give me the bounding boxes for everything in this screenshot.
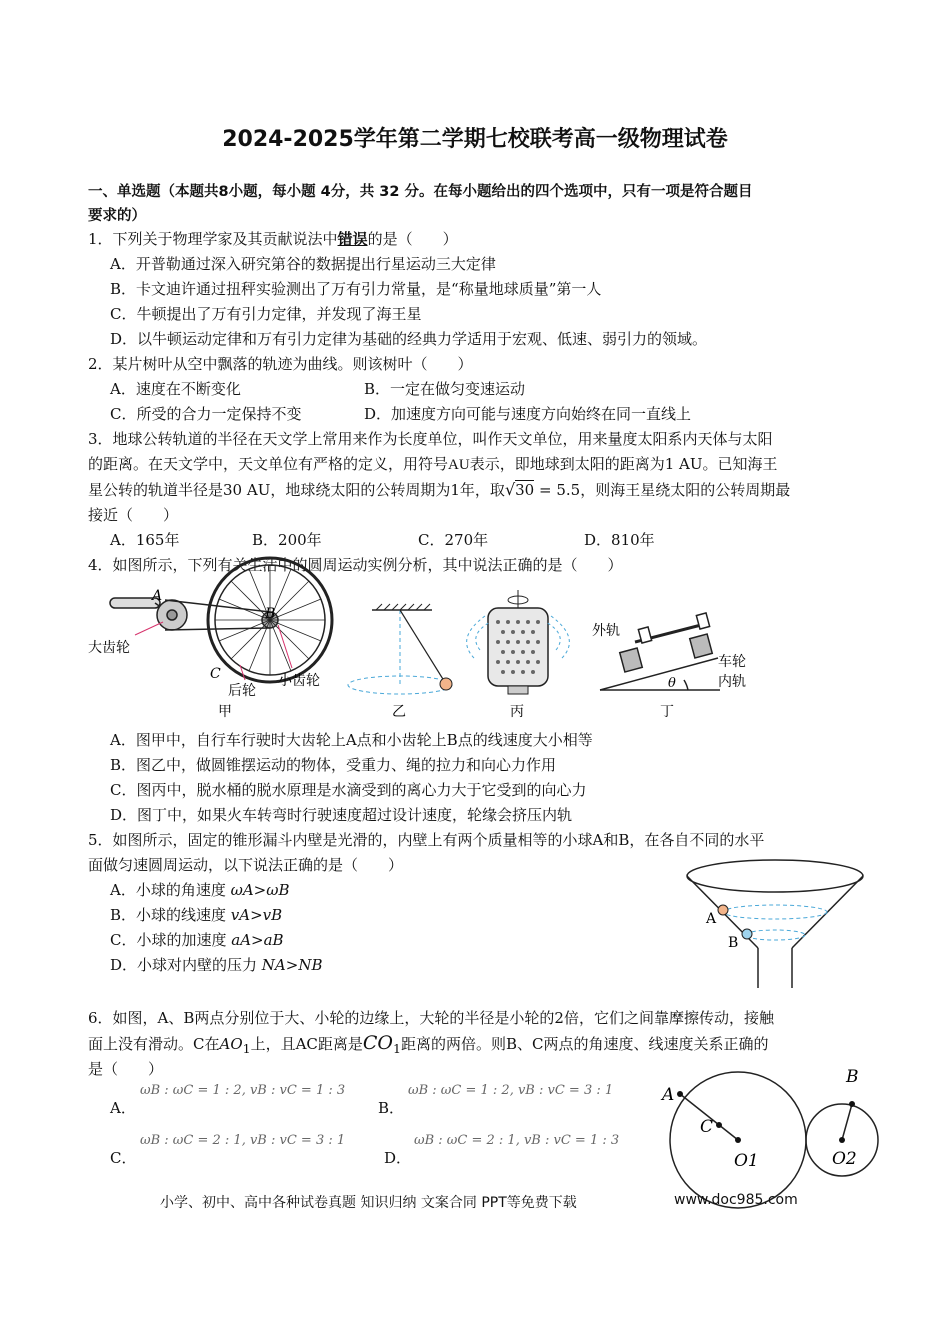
q2-option-c: C．所受的合力一定保持不变 [110,405,302,423]
small-gear-label: 小齿轮 [278,673,320,689]
bicycle-figure [110,558,332,682]
section-heading-line1: 一、单选题（本题共8小题，每小题 4分，共 32 分。在每小题给出的四个选项中，只有一项是符合题目 [88,184,753,200]
q3-option-c: C．270年 [418,531,489,549]
caption-ding: 丁 [660,704,674,720]
bike-point-b: B [265,606,276,622]
q3-option-d: D．810年 [584,531,655,549]
bike-point-a: A [152,588,163,604]
q6-line2: 面上没有滑动。C在$AO_1$上，且AC距离是$CO_1$距离的两倍。则B、C两点的角速度、线速度关系正确的 [88,1032,769,1056]
q6-option-d-label: D． [384,1149,412,1167]
q4-option-b: B．图乙中，做圆锥摆运动的物体，受重力、绳的拉力和向心力作用 [110,756,557,774]
conical-pendulum-figure [348,604,452,694]
q1-stem: 1．下列关于物理学家及其贡献说法中错误的是（ ） [88,230,458,248]
inner-rail-label: 内轨 [718,674,746,690]
caption-jia: 甲 [218,704,232,720]
q1-emphasis: 错误 [337,230,368,248]
caption-yi: 乙 [392,704,406,720]
q6-option-a-label: A． [110,1099,136,1117]
wheel-center-o1: O1 [734,1151,759,1171]
caption-bing: 丙 [510,704,524,720]
q5-line2: 面做匀速圆周运动，以下说法正确的是（ ） [88,856,404,874]
big-gear-label: 大齿轮 [88,640,130,656]
footer-text: 小学、初中、高中各种试卷真题 知识归纳 文案合同 PPT等免费下载 [160,1195,577,1211]
q6-line1: 6．如图，A、B两点分别位于大、小轮的边缘上，大轮的半径是小轮的2倍，它们之间靠摩擦传动，接触 [88,1009,774,1027]
q2-option-b: B．一定在做匀变速运动 [364,380,526,398]
q1-option-a: A．开普勒通过深入研究第谷的数据提出行星运动三大定律 [110,255,496,273]
q4-figure [0,580,950,720]
dryer-drum-figure [467,590,570,694]
funnel-figure [680,856,870,988]
q2-option-a: A．速度在不断变化 [110,380,241,398]
q3-option-a: A．165年 [110,531,180,549]
rear-wheel-label: 后轮 [228,683,256,699]
wheel-point-a: A [662,1085,675,1105]
q6-option-b-label: B． [378,1099,405,1117]
q5-option-b: B．小球的线速度 vA>vB [110,906,283,924]
wheel-label: 车轮 [718,654,746,670]
q5-line1: 5．如图所示，固定的锥形漏斗内壁是光滑的，内壁上有两个质量相等的小球A和B，在各自不同的水平 [88,831,765,849]
q3-line1: 3．地球公转轨道的半径在天文学上常用来作为长度单位，叫作天文单位，用来量度太阳系内天体与太阳 [88,430,773,448]
q6-option-c-label: C． [110,1149,137,1167]
q5-option-c: C．小球的加速度 aA>aB [110,931,284,949]
q6-option-a-expr: ωB : ωC = 1 : 2, vB : vC = 1 : 3 [140,1083,346,1098]
q3-line2: 的距离。在天文学中，天文单位有严格的定义，用符号AU表示，即地球到太阳的距离为1 AU。已知海王 [88,455,778,473]
wheel-point-c: C [700,1117,714,1137]
q6-line3: 是（ ） [88,1060,164,1078]
bike-point-c: C [210,666,221,682]
q4-stem: 4．如图所示，下列有关生活中的圆周运动实例分析，其中说法正确的是（ ） [88,556,623,574]
q1-option-b: B．卡文迪许通过扭秤实验测出了万有引力常量，是“称量地球质量”第一人 [110,280,602,298]
footer-url[interactable]: www.doc985.com [674,1192,798,1208]
sqrt-radicand: 30 [515,481,535,499]
q6-option-b-expr: ωB : ωC = 1 : 2, vB : vC = 3 : 1 [408,1083,614,1098]
wheels-figure [660,1060,890,1200]
page-title: 2024-2025学年第二学期七校联考高一级物理试卷 [222,127,728,152]
outer-rail-label: 外轨 [592,623,620,639]
funnel-label-b: B [728,935,739,951]
section-heading-line2: 要求的） [88,208,146,224]
wheel-point-b: B [846,1067,859,1087]
wheel-center-o2: O2 [832,1149,857,1169]
q4-option-a: A．图甲中，自行车行驶时大齿轮上A点和小齿轮上B点的线速度大小相等 [110,731,593,749]
q5-option-d: D．小球对内壁的压力 NA>NB [110,956,323,974]
q4-option-c: C．图丙中，脱水桶的脱水原理是水滴受到的离心力大于它受到的向心力 [110,781,587,799]
q2-option-d: D．加速度方向可能与速度方向始终在同一直线上 [364,405,692,423]
q6-option-c-expr: ωB : ωC = 2 : 1, vB : vC = 3 : 1 [140,1133,346,1148]
q3-line3: 星公转的轨道半径是30 AU，地球绕太阳的公转周期为1年，取√30 = 5.5，则海王星绕太阳的公转周期最 [88,480,791,499]
theta-label: θ [668,676,676,691]
q3-line4: 接近（ ） [88,506,179,524]
q2-stem: 2．某片树叶从空中飘落的轨迹为曲线。则该树叶（ ） [88,355,473,373]
q4-option-d: D．图丁中，如果火车转弯时行驶速度超过设计速度，轮缘会挤压内轨 [110,806,573,824]
q5-option-a: A．小球的角速度 ωA>ωB [110,881,290,899]
q3-option-b: B．200年 [252,531,322,549]
q6-option-d-expr: ωB : ωC = 2 : 1, vB : vC = 1 : 3 [414,1133,620,1148]
q1-option-c: C．牛顿提出了万有引力定律，并发现了海王星 [110,305,422,323]
q1-option-d: D．以牛顿运动定律和万有引力定律为基础的经典力学适用于宏观、低速、弱引力的领域。 [110,330,708,348]
funnel-label-a: A [706,911,717,927]
